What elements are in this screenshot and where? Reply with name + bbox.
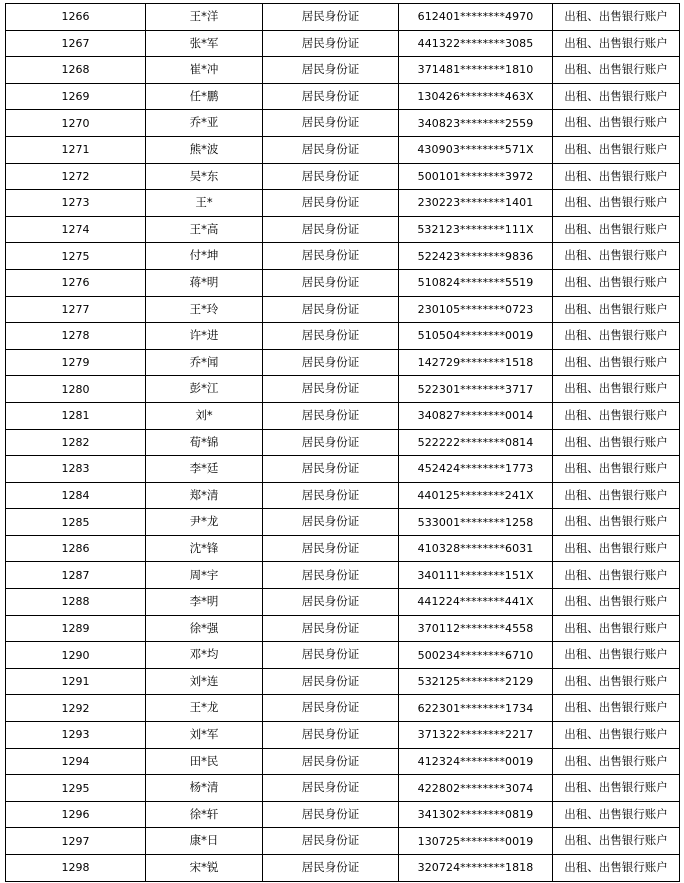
violation-cell: 出租、出售银行账户 — [553, 589, 680, 616]
id-type-cell: 居民身份证 — [263, 748, 399, 775]
id-number-cell: 612401********4970 — [399, 4, 553, 31]
row-number-cell: 1293 — [6, 722, 146, 749]
row-number-cell: 1275 — [6, 243, 146, 270]
violation-cell: 出租、出售银行账户 — [553, 402, 680, 429]
id-number-cell: 510824********5519 — [399, 269, 553, 296]
id-type-cell: 居民身份证 — [263, 30, 399, 57]
name-cell: 刘*军 — [146, 722, 263, 749]
row-number-cell: 1285 — [6, 509, 146, 536]
row-number-cell: 1279 — [6, 349, 146, 376]
table-row — [6, 83, 680, 110]
id-type-cell: 居民身份证 — [263, 775, 399, 802]
violation-cell: 出租、出售银行账户 — [553, 349, 680, 376]
id-type-cell: 居民身份证 — [263, 402, 399, 429]
id-number-cell: 533001********1258 — [399, 509, 553, 536]
table-row — [6, 801, 680, 828]
name-cell: 尹*龙 — [146, 509, 263, 536]
violation-cell: 出租、出售银行账户 — [553, 30, 680, 57]
name-cell: 乔*亚 — [146, 110, 263, 137]
name-cell: 蒋*明 — [146, 269, 263, 296]
table-row — [6, 695, 680, 722]
id-number-cell: 142729********1518 — [399, 349, 553, 376]
row-number-cell: 1281 — [6, 402, 146, 429]
name-cell: 许*进 — [146, 323, 263, 350]
row-number-cell: 1267 — [6, 30, 146, 57]
id-number-cell: 441322********3085 — [399, 30, 553, 57]
id-number-cell: 532125********2129 — [399, 668, 553, 695]
table-row — [6, 615, 680, 642]
table-row — [6, 296, 680, 323]
id-type-cell: 居民身份证 — [263, 269, 399, 296]
id-type-cell: 居民身份证 — [263, 349, 399, 376]
name-cell: 李*廷 — [146, 456, 263, 483]
row-number-cell: 1287 — [6, 562, 146, 589]
id-number-cell: 340111********151X — [399, 562, 553, 589]
id-type-cell: 居民身份证 — [263, 668, 399, 695]
id-number-cell: 452424********1773 — [399, 456, 553, 483]
id-type-cell: 居民身份证 — [263, 615, 399, 642]
table-row — [6, 535, 680, 562]
name-cell: 刘* — [146, 402, 263, 429]
id-type-cell: 居民身份证 — [263, 429, 399, 456]
id-number-cell: 371481********1810 — [399, 57, 553, 84]
id-number-cell: 522301********3717 — [399, 376, 553, 403]
name-cell: 吴*东 — [146, 163, 263, 190]
violation-cell: 出租、出售银行账户 — [553, 136, 680, 163]
table-row — [6, 722, 680, 749]
id-type-cell: 居民身份证 — [263, 110, 399, 137]
id-number-cell: 130426********463X — [399, 83, 553, 110]
violation-cell: 出租、出售银行账户 — [553, 775, 680, 802]
row-number-cell: 1278 — [6, 323, 146, 350]
id-number-cell: 440125********241X — [399, 482, 553, 509]
table-row — [6, 748, 680, 775]
id-number-cell: 410328********6031 — [399, 535, 553, 562]
name-cell: 荀*锦 — [146, 429, 263, 456]
name-cell: 王*高 — [146, 216, 263, 243]
id-type-cell: 居民身份证 — [263, 190, 399, 217]
violation-cell: 出租、出售银行账户 — [553, 243, 680, 270]
name-cell: 徐*强 — [146, 615, 263, 642]
row-number-cell: 1272 — [6, 163, 146, 190]
name-cell: 王*洋 — [146, 4, 263, 31]
id-type-cell: 居民身份证 — [263, 828, 399, 855]
table-row — [6, 456, 680, 483]
table-row — [6, 668, 680, 695]
violation-cell: 出租、出售银行账户 — [553, 509, 680, 536]
id-type-cell: 居民身份证 — [263, 722, 399, 749]
name-cell: 任*鹏 — [146, 83, 263, 110]
id-number-cell: 230105********0723 — [399, 296, 553, 323]
name-cell: 王*玲 — [146, 296, 263, 323]
name-cell: 乔*闻 — [146, 349, 263, 376]
row-number-cell: 1286 — [6, 535, 146, 562]
violation-cell: 出租、出售银行账户 — [553, 642, 680, 669]
id-type-cell: 居民身份证 — [263, 296, 399, 323]
name-cell: 彭*江 — [146, 376, 263, 403]
violation-cell: 出租、出售银行账户 — [553, 376, 680, 403]
row-number-cell: 1296 — [6, 801, 146, 828]
id-type-cell: 居民身份证 — [263, 83, 399, 110]
row-number-cell: 1294 — [6, 748, 146, 775]
table-row — [6, 163, 680, 190]
name-cell: 熊*波 — [146, 136, 263, 163]
table-row — [6, 828, 680, 855]
row-number-cell: 1297 — [6, 828, 146, 855]
violation-cell: 出租、出售银行账户 — [553, 269, 680, 296]
table-row — [6, 57, 680, 84]
id-type-cell: 居民身份证 — [263, 376, 399, 403]
id-number-cell: 532123********111X — [399, 216, 553, 243]
id-type-cell: 居民身份证 — [263, 323, 399, 350]
violation-cell: 出租、出售银行账户 — [553, 801, 680, 828]
violation-cell: 出租、出售银行账户 — [553, 722, 680, 749]
id-number-cell: 230223********1401 — [399, 190, 553, 217]
id-type-cell: 居民身份证 — [263, 589, 399, 616]
table-row — [6, 482, 680, 509]
violation-cell: 出租、出售银行账户 — [553, 110, 680, 137]
table-row — [6, 323, 680, 350]
violation-cell: 出租、出售银行账户 — [553, 855, 680, 882]
records-table-container — [5, 3, 680, 882]
table-row — [6, 243, 680, 270]
violation-cell: 出租、出售银行账户 — [553, 216, 680, 243]
name-cell: 杨*清 — [146, 775, 263, 802]
violation-cell: 出租、出售银行账户 — [553, 296, 680, 323]
name-cell: 付*坤 — [146, 243, 263, 270]
name-cell: 周*宇 — [146, 562, 263, 589]
id-type-cell: 居民身份证 — [263, 562, 399, 589]
table-row — [6, 562, 680, 589]
violation-cell: 出租、出售银行账户 — [553, 615, 680, 642]
name-cell: 张*军 — [146, 30, 263, 57]
id-type-cell: 居民身份证 — [263, 163, 399, 190]
id-type-cell: 居民身份证 — [263, 216, 399, 243]
records-table-body — [6, 4, 680, 882]
row-number-cell: 1283 — [6, 456, 146, 483]
row-number-cell: 1295 — [6, 775, 146, 802]
name-cell: 康*日 — [146, 828, 263, 855]
id-type-cell: 居民身份证 — [263, 855, 399, 882]
row-number-cell: 1284 — [6, 482, 146, 509]
name-cell: 刘*连 — [146, 668, 263, 695]
id-number-cell: 430903********571X — [399, 136, 553, 163]
id-number-cell: 341302********0819 — [399, 801, 553, 828]
row-number-cell: 1274 — [6, 216, 146, 243]
records-table — [5, 3, 680, 882]
violation-cell: 出租、出售银行账户 — [553, 4, 680, 31]
table-row — [6, 349, 680, 376]
violation-cell: 出租、出售银行账户 — [553, 828, 680, 855]
id-type-cell: 居民身份证 — [263, 57, 399, 84]
name-cell: 田*民 — [146, 748, 263, 775]
id-number-cell: 412324********0019 — [399, 748, 553, 775]
table-row — [6, 642, 680, 669]
id-number-cell: 371322********2217 — [399, 722, 553, 749]
row-number-cell: 1288 — [6, 589, 146, 616]
id-type-cell: 居民身份证 — [263, 456, 399, 483]
violation-cell: 出租、出售银行账户 — [553, 456, 680, 483]
name-cell: 宋*锐 — [146, 855, 263, 882]
row-number-cell: 1268 — [6, 57, 146, 84]
violation-cell: 出租、出售银行账户 — [553, 695, 680, 722]
table-row — [6, 855, 680, 882]
id-type-cell: 居民身份证 — [263, 642, 399, 669]
row-number-cell: 1280 — [6, 376, 146, 403]
id-number-cell: 320724********1818 — [399, 855, 553, 882]
id-number-cell: 510504********0019 — [399, 323, 553, 350]
id-number-cell: 500101********3972 — [399, 163, 553, 190]
id-number-cell: 340827********0014 — [399, 402, 553, 429]
id-type-cell: 居民身份证 — [263, 4, 399, 31]
violation-cell: 出租、出售银行账户 — [553, 668, 680, 695]
table-row — [6, 269, 680, 296]
table-row — [6, 136, 680, 163]
id-number-cell: 130725********0019 — [399, 828, 553, 855]
name-cell: 王*龙 — [146, 695, 263, 722]
table-row — [6, 216, 680, 243]
id-type-cell: 居民身份证 — [263, 535, 399, 562]
id-type-cell: 居民身份证 — [263, 801, 399, 828]
violation-cell: 出租、出售银行账户 — [553, 482, 680, 509]
violation-cell: 出租、出售银行账户 — [553, 562, 680, 589]
row-number-cell: 1271 — [6, 136, 146, 163]
table-row — [6, 376, 680, 403]
row-number-cell: 1269 — [6, 83, 146, 110]
id-type-cell: 居民身份证 — [263, 695, 399, 722]
id-type-cell: 居民身份证 — [263, 136, 399, 163]
row-number-cell: 1266 — [6, 4, 146, 31]
id-number-cell: 370112********4558 — [399, 615, 553, 642]
name-cell: 崔*冲 — [146, 57, 263, 84]
table-row — [6, 509, 680, 536]
row-number-cell: 1276 — [6, 269, 146, 296]
table-row — [6, 30, 680, 57]
name-cell: 邓*均 — [146, 642, 263, 669]
table-row — [6, 775, 680, 802]
name-cell: 郑*清 — [146, 482, 263, 509]
id-number-cell: 422802********3074 — [399, 775, 553, 802]
row-number-cell: 1292 — [6, 695, 146, 722]
id-number-cell: 522423********9836 — [399, 243, 553, 270]
id-number-cell: 500234********6710 — [399, 642, 553, 669]
row-number-cell: 1270 — [6, 110, 146, 137]
name-cell: 沈*锋 — [146, 535, 263, 562]
row-number-cell: 1298 — [6, 855, 146, 882]
row-number-cell: 1291 — [6, 668, 146, 695]
row-number-cell: 1282 — [6, 429, 146, 456]
table-row — [6, 429, 680, 456]
row-number-cell: 1277 — [6, 296, 146, 323]
id-number-cell: 622301********1734 — [399, 695, 553, 722]
row-number-cell: 1289 — [6, 615, 146, 642]
violation-cell: 出租、出售银行账户 — [553, 57, 680, 84]
violation-cell: 出租、出售银行账户 — [553, 429, 680, 456]
name-cell: 李*明 — [146, 589, 263, 616]
id-number-cell: 340823********2559 — [399, 110, 553, 137]
table-row — [6, 110, 680, 137]
name-cell: 徐*轩 — [146, 801, 263, 828]
id-type-cell: 居民身份证 — [263, 482, 399, 509]
violation-cell: 出租、出售银行账户 — [553, 323, 680, 350]
violation-cell: 出租、出售银行账户 — [553, 83, 680, 110]
table-row — [6, 402, 680, 429]
id-number-cell: 522222********0814 — [399, 429, 553, 456]
table-row — [6, 589, 680, 616]
id-type-cell: 居民身份证 — [263, 509, 399, 536]
id-type-cell: 居民身份证 — [263, 243, 399, 270]
violation-cell: 出租、出售银行账户 — [553, 190, 680, 217]
violation-cell: 出租、出售银行账户 — [553, 748, 680, 775]
violation-cell: 出租、出售银行账户 — [553, 163, 680, 190]
table-row — [6, 4, 680, 31]
row-number-cell: 1273 — [6, 190, 146, 217]
table-row — [6, 190, 680, 217]
id-number-cell: 441224********441X — [399, 589, 553, 616]
violation-cell: 出租、出售银行账户 — [553, 535, 680, 562]
row-number-cell: 1290 — [6, 642, 146, 669]
name-cell: 王* — [146, 190, 263, 217]
